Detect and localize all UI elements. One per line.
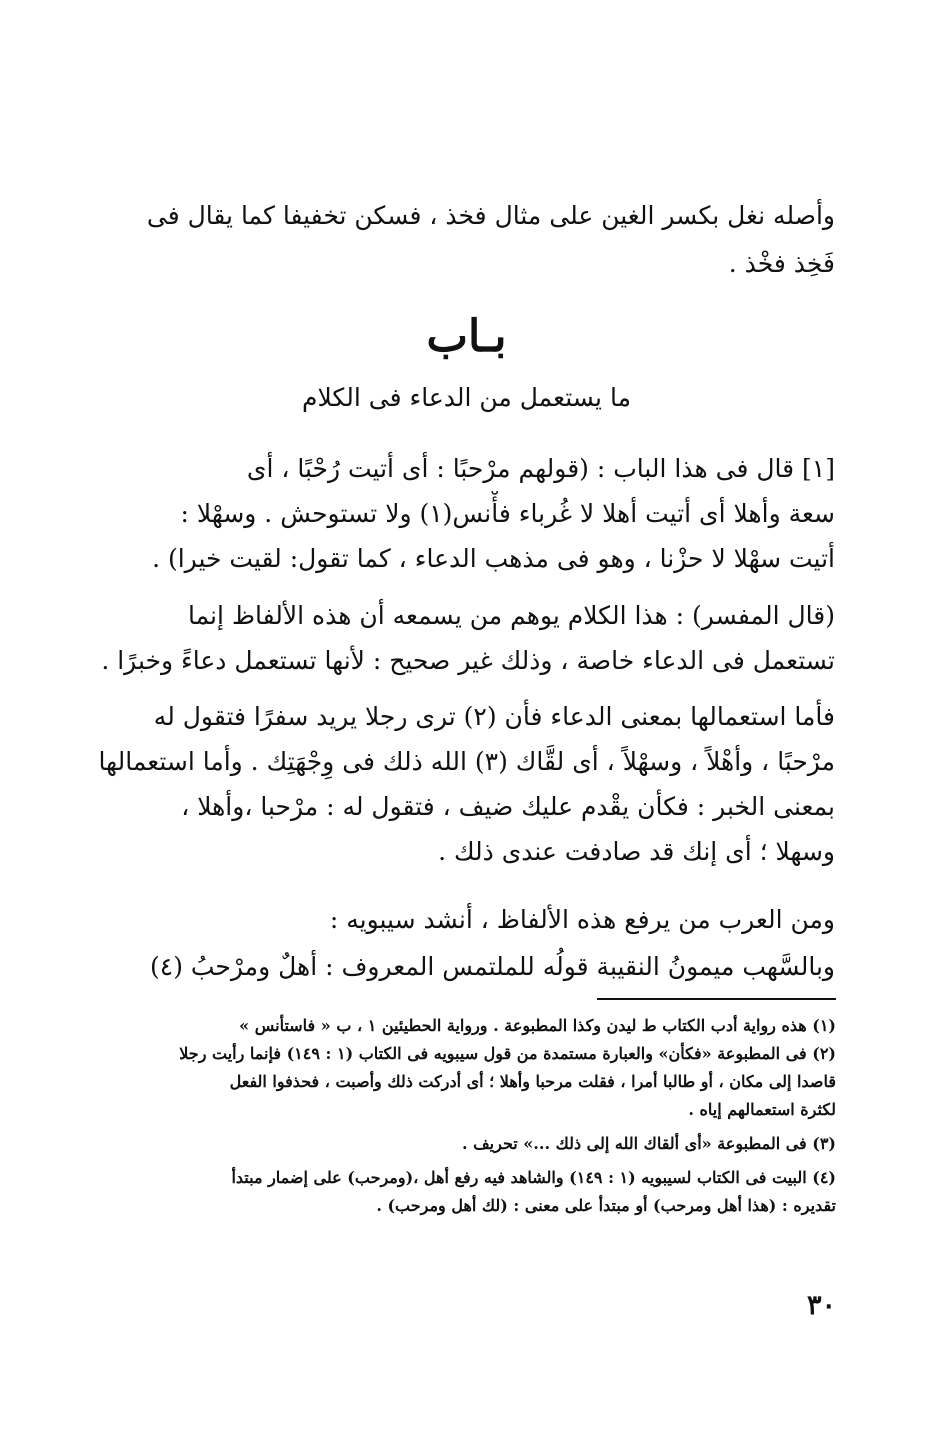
- text-line: ومن العرب من يرفع هذه الألفاظ ، أنشد سيبويه :: [329, 905, 835, 934]
- text-line: [١] قال فى هذا الباب : (قولهم مرْحبًا : أى أتيت رُحْبًا ، أى: [246, 454, 835, 483]
- footnote-4-continued: تقديره : (هذا أهل ومرحب) أو مبتدأ على معنى : (لك أهل ومرحب) .: [376, 1196, 836, 1215]
- paragraph-1: [90, 446, 835, 581]
- text-line: تستعمل فى الدعاء خاصة ، وذلك غير صحيح : لأنها تستعمل دعاءً وخبرًا .: [101, 646, 835, 675]
- footnote-2: (٢) فى المطبوعة «فكأن» والعبارة مستمدة من قول سيبويه فى الكتاب (١ : ١٤٩) فإنما رأيت رجلا: [179, 1044, 836, 1063]
- paragraph-3: [90, 694, 835, 874]
- footnote-1: (١) هذه رواية أدب الكتاب ط ليدن وكذا المطبوعة . ورواية الحطيئين ١ ، ب « فاستأنس »: [239, 1016, 836, 1035]
- text-line: سعة وأهلا أى أتيت أهلا لا غُرباء فأْنس(١) ولا تستوحش . وسهْلا :: [180, 499, 835, 528]
- text-line: أتيت سهْلا لا حزْنا ، وهو فى مذهب الدعاء ، كما تقول: لقيت خيرا) .: [152, 544, 835, 573]
- page-number: ٣٠: [806, 1290, 836, 1321]
- footnote-divider: [597, 998, 836, 1000]
- footnote-2-continued: لكثرة استعمالهم إياه .: [688, 1100, 836, 1119]
- footnotes: [100, 1012, 836, 1220]
- text-line: مرْحبًا ، وأهْلاً ، وسهْلاً ، أى لقَّاك (٣) الله ذلك فى وِجْهَتِك . وأما استعمالها: [98, 747, 835, 776]
- chapter-title: بـاب: [426, 311, 507, 362]
- footnote-2-continued: قاصدا إلى مكان ، أو طالبا أمرا ، فقلت مرحبا وأهلا ؛ أى أدركت ذلك وأصبت ، فحذفوا الفعل: [229, 1072, 836, 1091]
- paragraph-2: [90, 593, 835, 683]
- footnote-3: (٣) فى المطبوعة «أى ألقاك الله إلى ذلك ...» تحريف .: [461, 1134, 836, 1153]
- verse-line: وبالسَّهب ميمونُ النقيبة قولُه للملتمس المعروف : أهلٌ ومرْحبُ (٤): [149, 952, 835, 981]
- intro-paragraph: [90, 192, 835, 288]
- text-line: فأما استعمالها بمعنى الدعاء فأن (٢) ترى رجلا يريد سفرًا فتقول له: [153, 702, 835, 731]
- text-line: فَخِذ فخْذ .: [728, 249, 835, 278]
- chapter-subtitle: ما يستعمل من الدعاء فى الكلام: [302, 383, 631, 412]
- text-line: بمعنى الخبر : فكأن يقْدم عليك ضيف ، فتقول له : مرْحبا ،وأهلا ،: [181, 792, 835, 821]
- text-line: وأصله نغل بكسر الغين على مثال فخذ ، فسكن تخفيفا كما يقال فى: [146, 201, 835, 230]
- text-line: وسهلا ؛ أى إنك قد صادفت عندى ذلك .: [438, 837, 835, 866]
- text-line: (قال المفسر) : هذا الكلام يوهم من يسمعه أن هذه الألفاظ إنما: [187, 601, 835, 630]
- footnote-4: (٤) البيت فى الكتاب لسيبويه (١ : ١٤٩) والشاهد فيه رفع أهل ،(ومرحب) على إضمار مبتدأ: [231, 1168, 836, 1187]
- paragraph-4: [90, 896, 835, 990]
